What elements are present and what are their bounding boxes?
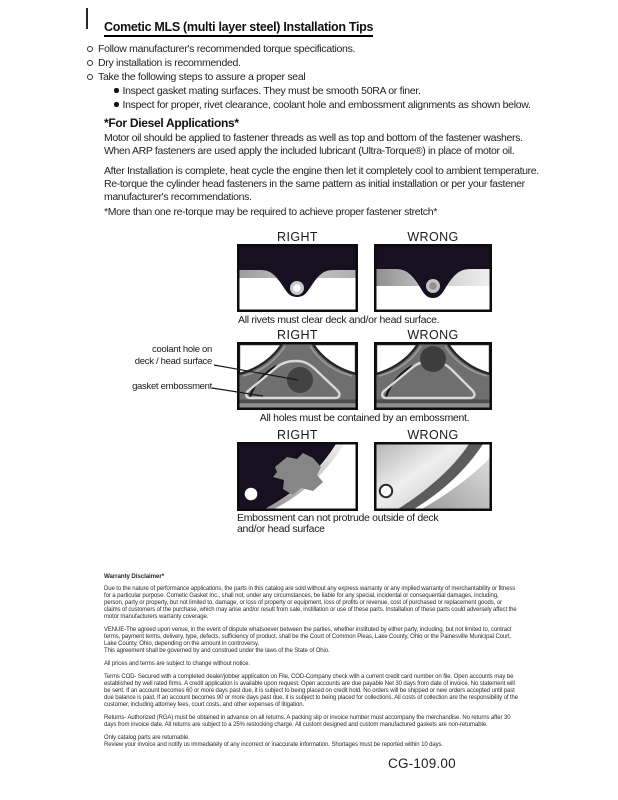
- diesel-heading: *For Diesel Applications*: [104, 116, 239, 130]
- terms-paragraph: Terms COD- Secured with a completed dealer/jobber application on File, COD-Company check with a current credit card number on file. Open accounts may be established by well rated firms. A credit application is available upon request. Open accounts are due payable Net 30 days from date of invoice. No statement will be sent. If an account becomes 60 or more days past due, it is subject to being placed on credit hold. No orders will be shipped or new orders accepted until past due balance is paid. If an account becomes 90 or more days past due, it is subject to being placed for collections. All costs of collection are the responsibility of the customer, including attorney fees, court costs, and other expenses of litigation.: [104, 674, 519, 708]
- installation-tips-list: [87, 42, 531, 112]
- retorque-note: *More than one re-torque may be required to achieve proper fastener stretch*: [104, 206, 437, 218]
- page-title: Cometic MLS (multi layer steel) Installation Tips: [104, 20, 373, 37]
- list-item: [87, 70, 531, 84]
- page-edge-mark: [86, 8, 88, 29]
- embossment-right-diagram: [237, 342, 358, 410]
- list-item: [87, 56, 531, 70]
- right-label: RIGHT: [277, 428, 318, 442]
- returns-paragraph: Returns- Authorized (RGA) must be obtained in advance on all returns. A packing slip or invoice number must accompany the merchandise. No returns after 30 days from invoice date. All returns are subject to a 25% restocking charge. All custom designed and custom manufactured gaskets are non-returnable.: [104, 715, 511, 728]
- warranty-paragraph: Due to the nature of performance applications, the parts in this catalog are sold without any express warranty or any implied warranty of merchantability or fitness for a particular purpose. Cometic Gasket Inc., shall not, under any circumstances, be liable for any special, incidental or consequential damages, including, person, party or property, but not limited to, damage, or loss of property or equipment, loss of profits or revenue, cost of purchased or replacement goods, or claims of customers of the purchase, which may arise and/or result from sale, instillation or use of these parts. Installation of these parts could adversely affect the motor manufacturers warranty coverage.: [104, 586, 517, 620]
- wrong-label: WRONG: [407, 328, 459, 342]
- diesel-paragraph-1: Motor oil should be applied to fastener threads as well as top and bottom of the fastener washers. When ARP fasteners are used apply the included lubricant (Ultra-Torque®) in place of motor oil.: [104, 132, 523, 158]
- row3-caption-line2: and/or head surface: [237, 523, 325, 535]
- wrong-label: WRONG: [407, 230, 459, 244]
- open-bullet-icon: [87, 74, 93, 80]
- embossment-wrong-diagram: [374, 342, 492, 410]
- open-bullet-icon: [87, 60, 93, 66]
- open-bullet-icon: [87, 46, 93, 52]
- coolant-hole: [420, 346, 446, 372]
- row3-caption-line1: Embossment can not protrude outside of deck: [237, 512, 439, 524]
- bottom-edge-light: [376, 403, 490, 408]
- bottom-edge-dark: [239, 400, 356, 404]
- protrusion-right-diagram: [237, 442, 358, 511]
- governed-line: This agreement shall be governed by and construed under the laws of the State of Ohio.: [104, 648, 330, 654]
- prices-line: All prices and terms are subject to change without notice.: [104, 661, 250, 667]
- rivet-center: [293, 284, 301, 292]
- row2-caption: All holes must be contained by an embossment.: [259, 412, 470, 424]
- legal-block: [104, 573, 518, 749]
- page-number: CG-109.00: [388, 756, 456, 771]
- tip-text: Inspect for proper, rivet clearance, coolant hole and embossment alignments as shown below.: [122, 99, 531, 111]
- row3-caption: [237, 513, 497, 535]
- diesel-paragraph-2: After Installation is complete, heat cycle the engine then let it completely cool to ambient temperature. Re-torque the cylinder head fasteners in the same pattern as initial installation or per your fastener manufacturer's recommendations.: [104, 165, 539, 204]
- tip-text: Follow manufacturer's recommended torque specifications.: [98, 43, 356, 55]
- coolant-hole-label-line1: coolant hole on: [152, 344, 212, 355]
- coolant-hole-label-line2: deck / head surface: [134, 355, 212, 367]
- tip-text: Dry installation is recommended.: [98, 57, 241, 69]
- list-item: [87, 42, 531, 56]
- right-label: RIGHT: [277, 328, 318, 342]
- bottom-edge-light: [239, 403, 356, 408]
- review-line: Review your invoice and notify us immediately of any incorrect or inaccurate information. Shortages must be reported within 10 days.: [104, 742, 443, 748]
- coolant-hole: [287, 367, 313, 393]
- protrusion-wrong-diagram: [374, 442, 492, 511]
- filled-bullet-icon: [114, 88, 119, 93]
- list-item: [114, 98, 531, 112]
- rivet-right-diagram: [237, 244, 358, 312]
- tip-text: Inspect gasket mating surfaces. They must be smooth 50RA or finer.: [122, 85, 421, 97]
- bolt-hole: [245, 488, 258, 501]
- wrong-label: WRONG: [407, 428, 459, 442]
- bottom-edge-dark: [376, 400, 490, 404]
- rivet-center: [429, 282, 437, 290]
- rivet-wrong-diagram: [374, 244, 492, 312]
- catalog-line: Only catalog parts are returnable.: [104, 735, 190, 741]
- coolant-hole-label: [112, 344, 212, 367]
- gasket-embossment-label: gasket embossment: [132, 381, 212, 392]
- bolt-hole: [380, 485, 392, 497]
- list-item: [114, 84, 531, 98]
- venue-paragraph: VENUE-The agreed upon venue, in the event of dispute whatsoever between the parties, whether instituted by either party, including, but not limited to, contract terms, payment terms, delivery, type, defects, sufficiency of product, shall be the Court of Common Pleas, Lake County, Ohio or the Painesville Municipal Court, Lake County, Ohio, depending on the amount in controversy.: [104, 627, 512, 647]
- right-label: RIGHT: [277, 230, 318, 244]
- filled-bullet-icon: [114, 102, 119, 107]
- warranty-disclaimer-heading: Warranty Disclaimer*: [104, 573, 165, 580]
- row1-caption: All rivets must clear deck and/or head surface.: [238, 314, 440, 326]
- tip-text: Take the following steps to assure a proper seal: [98, 71, 306, 83]
